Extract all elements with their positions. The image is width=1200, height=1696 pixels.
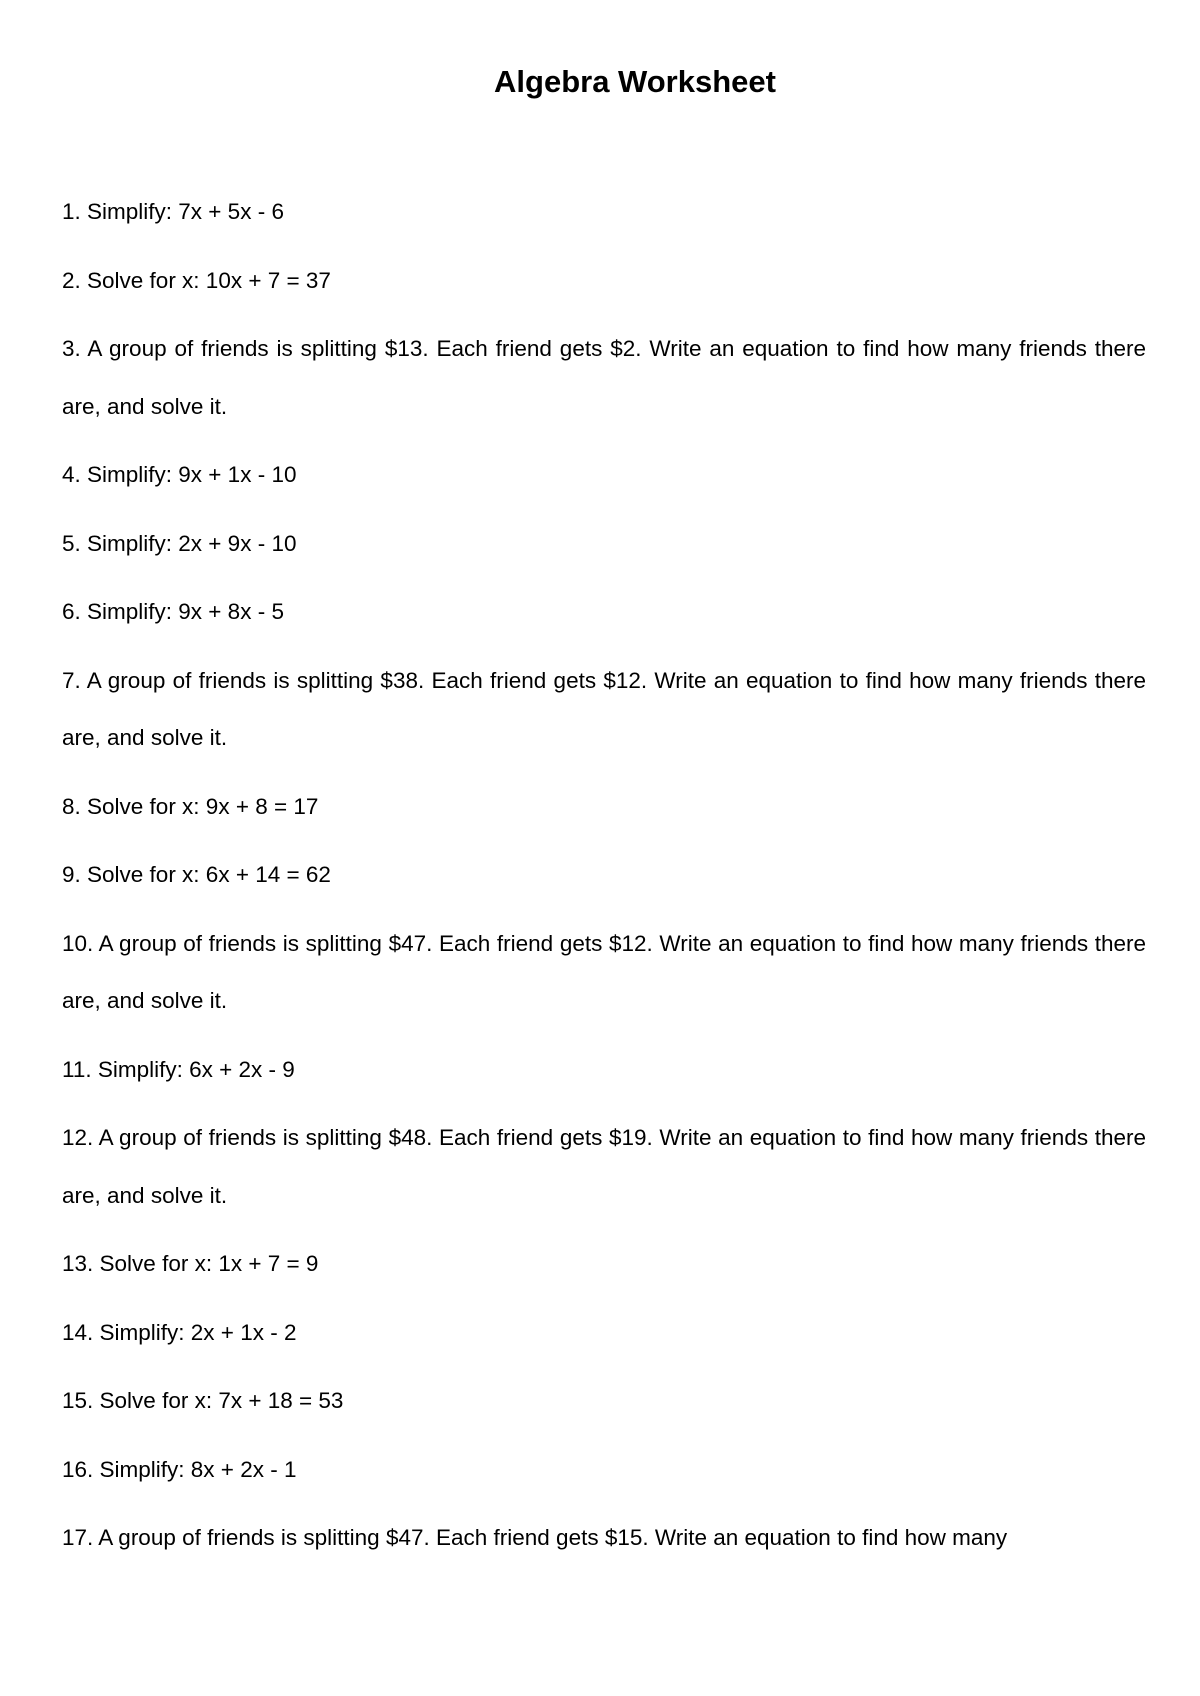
problem-item: 11. Simplify: 6x + 2x - 9 (62, 1056, 295, 1082)
problem-item: 15. Solve for x: 7x + 18 = 53 (62, 1388, 344, 1413)
worksheet-title: Algebra Worksheet (494, 64, 776, 99)
problem-item: 16. Simplify: 8x + 2x - 1 (62, 1456, 297, 1482)
problem-item: 10. A group of friends is splitting $47. Each friend gets $12. Write an equation to find how many friends there are, and solve it. (62, 930, 1146, 1013)
problem-item: 8. Solve for x: 9x + 8 = 17 (62, 793, 319, 819)
problem-item: 12. A group of friends is splitting $48. Each friend gets $19. Write an equation to find how many friends there are, and solve it. (62, 1125, 1146, 1208)
problem-item: 7. A group of friends is splitting $38. Each friend gets $12. Write an equation to find how many friends there are, and solve it. (62, 667, 1146, 750)
problem-item: 2. Solve for x: 10x + 7 = 37 (62, 267, 331, 293)
problem-list (62, 183, 1146, 1578)
problem-item: 14. Simplify: 2x + 1x - 2 (62, 1319, 297, 1345)
problem-item: 17. A group of friends is splitting $47. Each friend gets $15. Write an equation to find how many (62, 1525, 1008, 1550)
problem-item: 9. Solve for x: 6x + 14 = 62 (62, 862, 331, 887)
problem-item: 4. Simplify: 9x + 1x - 10 (62, 462, 297, 487)
problem-item: 1. Simplify: 7x + 5x - 6 (62, 199, 284, 224)
problem-item: 5. Simplify: 2x + 9x - 10 (62, 530, 297, 556)
problem-item: 13. Solve for x: 1x + 7 = 9 (62, 1251, 319, 1276)
problem-item: 6. Simplify: 9x + 8x - 5 (62, 599, 284, 624)
problem-item: 3. A group of friends is splitting $13. Each friend gets $2. Write an equation to find how many friends there are, and solve it. (62, 336, 1146, 419)
